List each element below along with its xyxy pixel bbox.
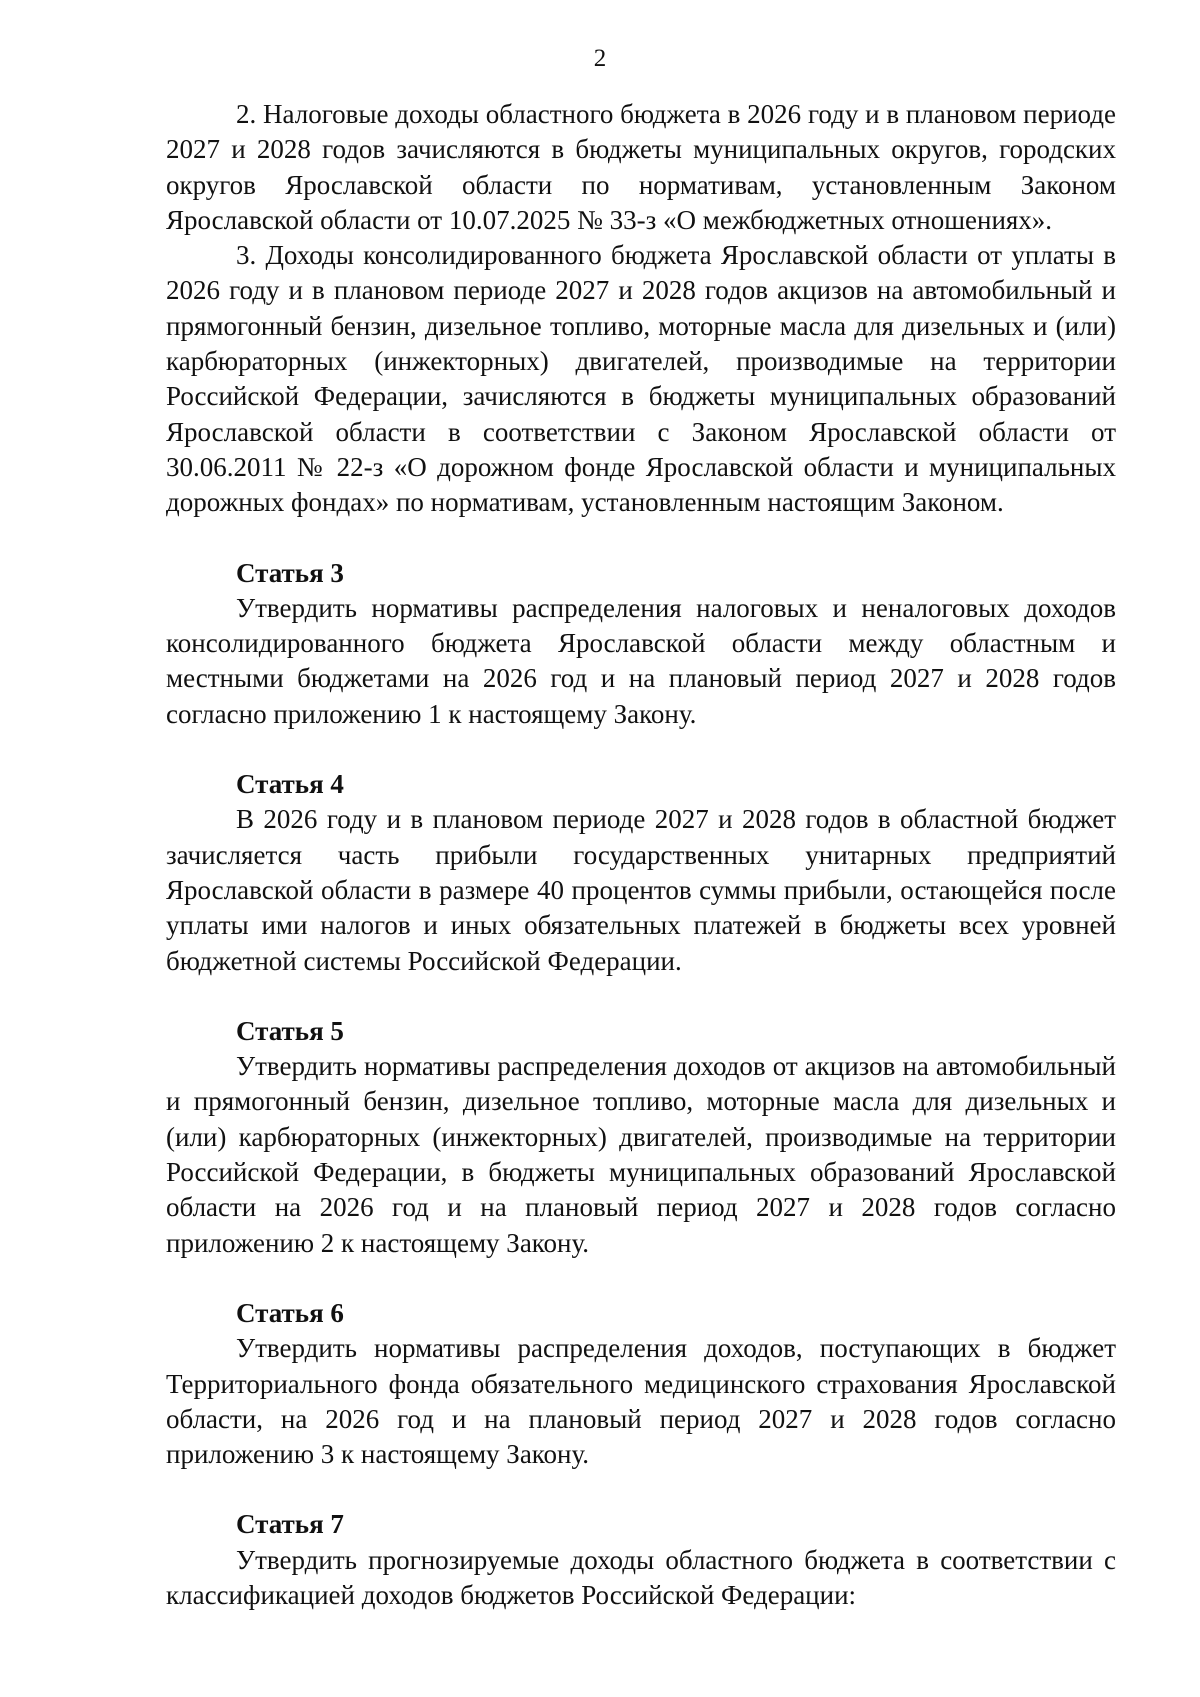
article-text: Утвердить прогнозируемые доходы областного бюджета в соответствии с классификацией доходов бюджетов Российской Федерации: bbox=[166, 1544, 1116, 1610]
article-title: Статья 4 bbox=[236, 769, 344, 800]
article-text: Утвердить нормативы распределения доходов от акцизов на автомобильный и прямогонный бензин, дизельное топливо, моторные масла для дизельных и (или) карбюраторных (инжекторных) двигателей, производимые на территории Российской Федерации, в бюджеты муниципальных образований Ярославской области на 2026 год и на плановый период 2027 и 2028 годов согласно приложению 2 к настоящему Закону. bbox=[166, 1051, 1116, 1258]
article-title: Статья 7 bbox=[236, 1509, 344, 1540]
paragraph-3: 3. Доходы консолидированного бюджета Ярославской области от уплаты в 2026 году и в плановом периоде 2027 и 2028 годов акцизов на автомобильный и прямогонный бензин, дизельное топливо, моторные масла для дизельных и (или) карбюраторных (инжекторных) двигателей, производимые на территории Российской Федерации, зачисляются в бюджеты муниципальных образований Ярославской области в соответствии с Законом Ярославской области от 30.06.2011 № 22-з «О дорожном фонде Ярославской области и муниципальных дорожных фондах» по нормативам, установленным настоящим Законом. bbox=[166, 240, 1116, 518]
article-7 bbox=[166, 1507, 1116, 1613]
article-title: Статья 6 bbox=[236, 1297, 344, 1328]
article-title: Статья 3 bbox=[236, 557, 344, 588]
article-5 bbox=[166, 1014, 1116, 1261]
article-text: Утвердить нормативы распределения налоговых и неналоговых доходов консолидированного бюджета Ярославской области между областным и местными бюджетами на 2026 год и на плановый период 2027 и 2028 годов согласно приложению 1 к настоящему Закону. bbox=[166, 592, 1116, 729]
article-text: В 2026 году и в плановом периоде 2027 и 2028 годов в областной бюджет зачисляется часть прибыли государственных унитарных предприятий Ярославской области в размере 40 процентов суммы прибыли, остающейся после уплаты ими налогов и иных обязательных платежей в бюджеты всех уровней бюджетной системы Российской Федерации. bbox=[166, 804, 1116, 976]
article-6 bbox=[166, 1296, 1116, 1472]
paragraph-2: 2. Налоговые доходы областного бюджета в 2026 году и в плановом периоде 2027 и 2028 годов зачисляются в бюджеты муниципальных округов, городских округов Ярославской области по нормативам, установленным Законом Ярославской области от 10.07.2025 № 33-з «О межбюджетных отношениях». bbox=[166, 99, 1116, 235]
article-4 bbox=[166, 767, 1116, 979]
document-body bbox=[166, 97, 1116, 1613]
article-text: Утвердить нормативы распределения доходов, поступающих в бюджет Территориального фонда обязательного медицинского страхования Ярославской области, на 2026 год и на плановый период 2027 и 2028 годов согласно приложению 3 к настоящему Закону. bbox=[166, 1333, 1116, 1470]
article-3 bbox=[166, 556, 1116, 732]
page-number: 2 bbox=[593, 45, 607, 72]
article-title: Статья 5 bbox=[236, 1015, 344, 1046]
